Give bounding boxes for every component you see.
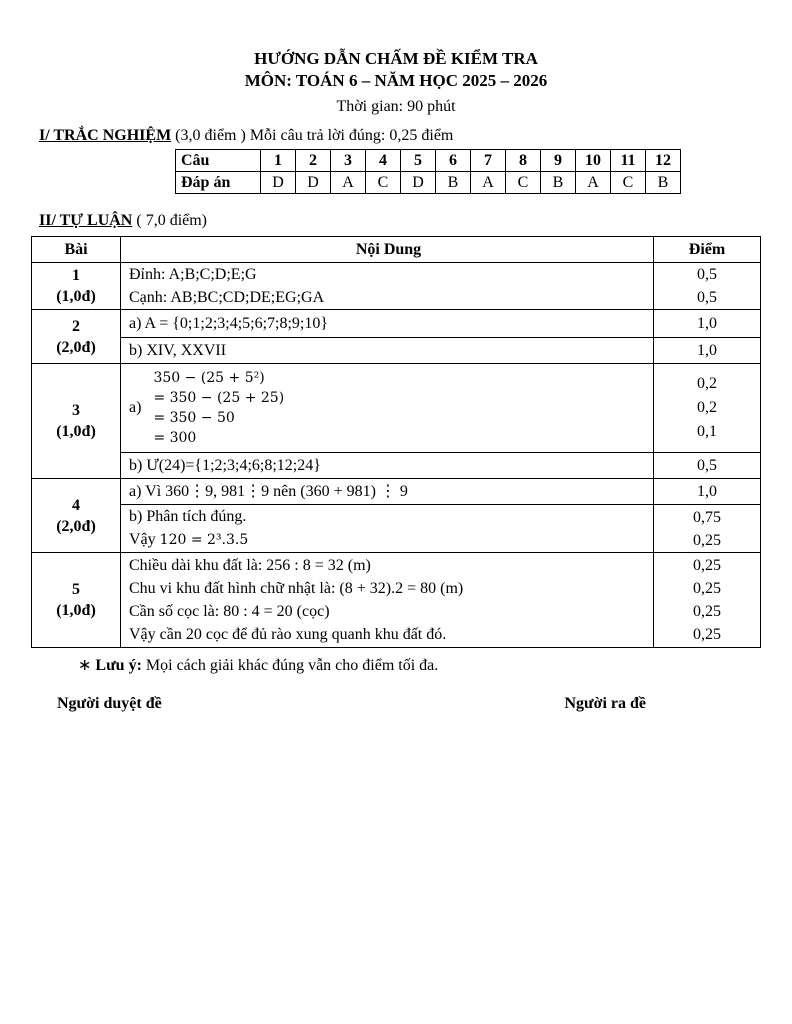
- grading-note: [78, 655, 761, 677]
- answer-line: [129, 528, 648, 552]
- answer-line: Đỉnh: A;B;C;D;E;G: [129, 266, 257, 283]
- answer-line: Chiều dài khu đất là: 256 : 8 = 32 (m): [129, 557, 371, 574]
- mc-answer: A: [576, 172, 611, 194]
- mc-answer: B: [436, 172, 471, 194]
- mc-answer: B: [541, 172, 576, 194]
- point-value: 1,0: [697, 341, 717, 359]
- mc-question-number: 12: [646, 150, 681, 172]
- math-block: [153, 368, 284, 448]
- mc-answer: C: [611, 172, 646, 194]
- mc-question-number: 8: [506, 150, 541, 172]
- essay-row-2b: [32, 338, 761, 364]
- essay-point-cell: [654, 479, 761, 505]
- worked-solution: [129, 368, 648, 448]
- mc-answer: C: [366, 172, 401, 194]
- essay-content-cell: [121, 310, 654, 338]
- multiple-choice-answer-table: [175, 149, 681, 194]
- section-1-title: I/ TRẮC NGHIỆM: [39, 127, 172, 144]
- math-line: = 350 − (25 + 25): [153, 390, 285, 406]
- mc-question-number: 1: [261, 150, 296, 172]
- doc-title: HƯỚNG DẪN CHẤM ĐỀ KIỂM TRA: [254, 49, 538, 68]
- answer-line: Chu vi khu đất hình chữ nhật là: (8 + 32).2 = 80 (m): [129, 580, 464, 597]
- point-value: 0,5: [697, 266, 717, 283]
- math-inline: 120 = 2³.3.5: [159, 532, 249, 548]
- mc-answer: C: [506, 172, 541, 194]
- author-signature-label: Người ra đề: [564, 695, 646, 712]
- mc-answer: D: [261, 172, 296, 194]
- essay-content-cell: [121, 479, 654, 505]
- doc-duration: Thời gian: 90 phút: [336, 98, 456, 115]
- mc-answer: D: [401, 172, 436, 194]
- essay-row-4b: [32, 505, 761, 553]
- answer-line: b) XIV, XXVII: [129, 342, 227, 359]
- section-1-heading-line: [39, 125, 761, 146]
- answer-line: a) Vì 360⋮9, 981⋮9 nên (360 + 981) ⋮ 9: [129, 483, 408, 500]
- answer-line: Cạnh: AB;BC;CD;DE;EG;GA: [129, 289, 325, 306]
- essay-point-cell: [654, 310, 761, 338]
- answer-line: Cần số cọc là: 80 : 4 = 20 (cọc): [129, 603, 330, 620]
- note-text: Mọi cách giải khác đúng vẫn cho điểm tối đa.: [141, 657, 439, 674]
- essay-bai-cell: [32, 553, 121, 648]
- essay-content-cell: [121, 505, 654, 553]
- answer-text: Vậy: [129, 531, 160, 548]
- mc-answer: D: [296, 172, 331, 194]
- note-star: ∗: [78, 657, 96, 674]
- essay-row-3a: [32, 364, 761, 453]
- problem-number: 2 (2,0đ): [56, 317, 96, 356]
- section-2-title: II/ TỰ LUẬN: [39, 212, 133, 229]
- mc-question-number: 7: [471, 150, 506, 172]
- point-value: 0,75: [693, 508, 721, 526]
- point-value: 0,25: [693, 626, 721, 643]
- mc-question-row: [176, 150, 681, 172]
- essay-content-cell: [121, 453, 654, 479]
- essay-content-cell: [121, 364, 654, 453]
- col-header-noidung: Nội Dung: [121, 237, 654, 263]
- mc-row-label: Câu: [176, 150, 261, 172]
- problem-number: 3 (1,0đ): [56, 402, 96, 440]
- mc-question-number: 6: [436, 150, 471, 172]
- point-value: 0,25: [693, 603, 721, 620]
- essay-content-cell: [121, 338, 654, 364]
- mc-answer-row: [176, 172, 681, 194]
- essay-content-cell: [121, 553, 654, 648]
- essay-header-row: [32, 237, 761, 263]
- essay-point-cell: [654, 453, 761, 479]
- essay-row-2a: [32, 310, 761, 338]
- essay-row-5: [32, 553, 761, 648]
- mc-question-number: 10: [576, 150, 611, 172]
- point-value: 1,0: [697, 314, 717, 332]
- mc-answer: A: [471, 172, 506, 194]
- note-label: Lưu ý:: [95, 657, 142, 674]
- mc-answer-label: Đáp án: [176, 172, 261, 194]
- essay-bai-cell: [32, 364, 121, 479]
- essay-point-cell: [654, 553, 761, 648]
- essay-bai-cell: [32, 479, 121, 553]
- answer-line: a) A = {0;1;2;3;4;5;6;7;8;9;10}: [129, 315, 329, 332]
- mc-answer: B: [646, 172, 681, 194]
- problem-number: 1 (1,0đ): [56, 267, 96, 305]
- answer-line: Vậy cần 20 cọc để đủ rào xung quanh khu đất đó.: [129, 626, 447, 643]
- point-value: 0,1: [697, 423, 717, 440]
- math-line: = 300: [153, 430, 197, 446]
- mc-question-number: 9: [541, 150, 576, 172]
- essay-bai-cell: [32, 263, 121, 310]
- mc-question-number: 4: [366, 150, 401, 172]
- point-value: 0,25: [693, 557, 721, 574]
- answer-line: b) Ư(24)={1;2;3;4;6;8;12;24}: [129, 457, 321, 474]
- part-label: a): [129, 399, 142, 416]
- essay-point-cell: [654, 505, 761, 553]
- mc-question-number: 2: [296, 150, 331, 172]
- point-value: 0,5: [697, 456, 717, 474]
- section-1-note: (3,0 điểm ) Mỗi câu trả lời đúng: 0,25 điểm: [171, 127, 454, 144]
- math-line: = 350 − 50: [153, 410, 235, 426]
- point-value: 1,0: [697, 482, 717, 500]
- essay-row-3b: [32, 453, 761, 479]
- section-2-note: ( 7,0 điểm): [132, 212, 208, 229]
- point-stack: [659, 372, 755, 444]
- essay-point-cell: [654, 364, 761, 453]
- point-value: 0,25: [693, 531, 721, 549]
- problem-number: 5 (1,0đ): [56, 581, 96, 619]
- mc-answer: A: [331, 172, 366, 194]
- doc-subtitle: MÔN: TOÁN 6 – NĂM HỌC 2025 – 2026: [244, 71, 548, 90]
- essay-content-cell: [121, 263, 654, 310]
- math-line: 350 − (25 + 5²): [153, 370, 265, 386]
- point-value: 0,2: [697, 375, 717, 392]
- essay-point-cell: [654, 263, 761, 310]
- section-2-heading-line: [39, 210, 761, 231]
- essay-answer-table: [31, 236, 761, 648]
- col-header-diem: Điểm: [654, 237, 761, 263]
- point-value: 0,2: [697, 399, 717, 416]
- problem-number: 4 (2,0đ): [56, 496, 96, 535]
- essay-bai-cell: [32, 310, 121, 364]
- point-value: 0,5: [697, 289, 717, 306]
- answer-line: b) Phân tích đúng.: [129, 508, 247, 525]
- essay-point-cell: [654, 338, 761, 364]
- essay-row-1: [32, 263, 761, 310]
- mc-question-number: 11: [611, 150, 646, 172]
- signature-row: [31, 695, 761, 713]
- point-value: 0,25: [693, 580, 721, 597]
- col-header-bai: Bài: [32, 237, 121, 263]
- mc-question-number: 5: [401, 150, 436, 172]
- reviewer-signature-label: Người duyệt đề: [57, 695, 162, 712]
- essay-row-4a: [32, 479, 761, 505]
- mc-question-number: 3: [331, 150, 366, 172]
